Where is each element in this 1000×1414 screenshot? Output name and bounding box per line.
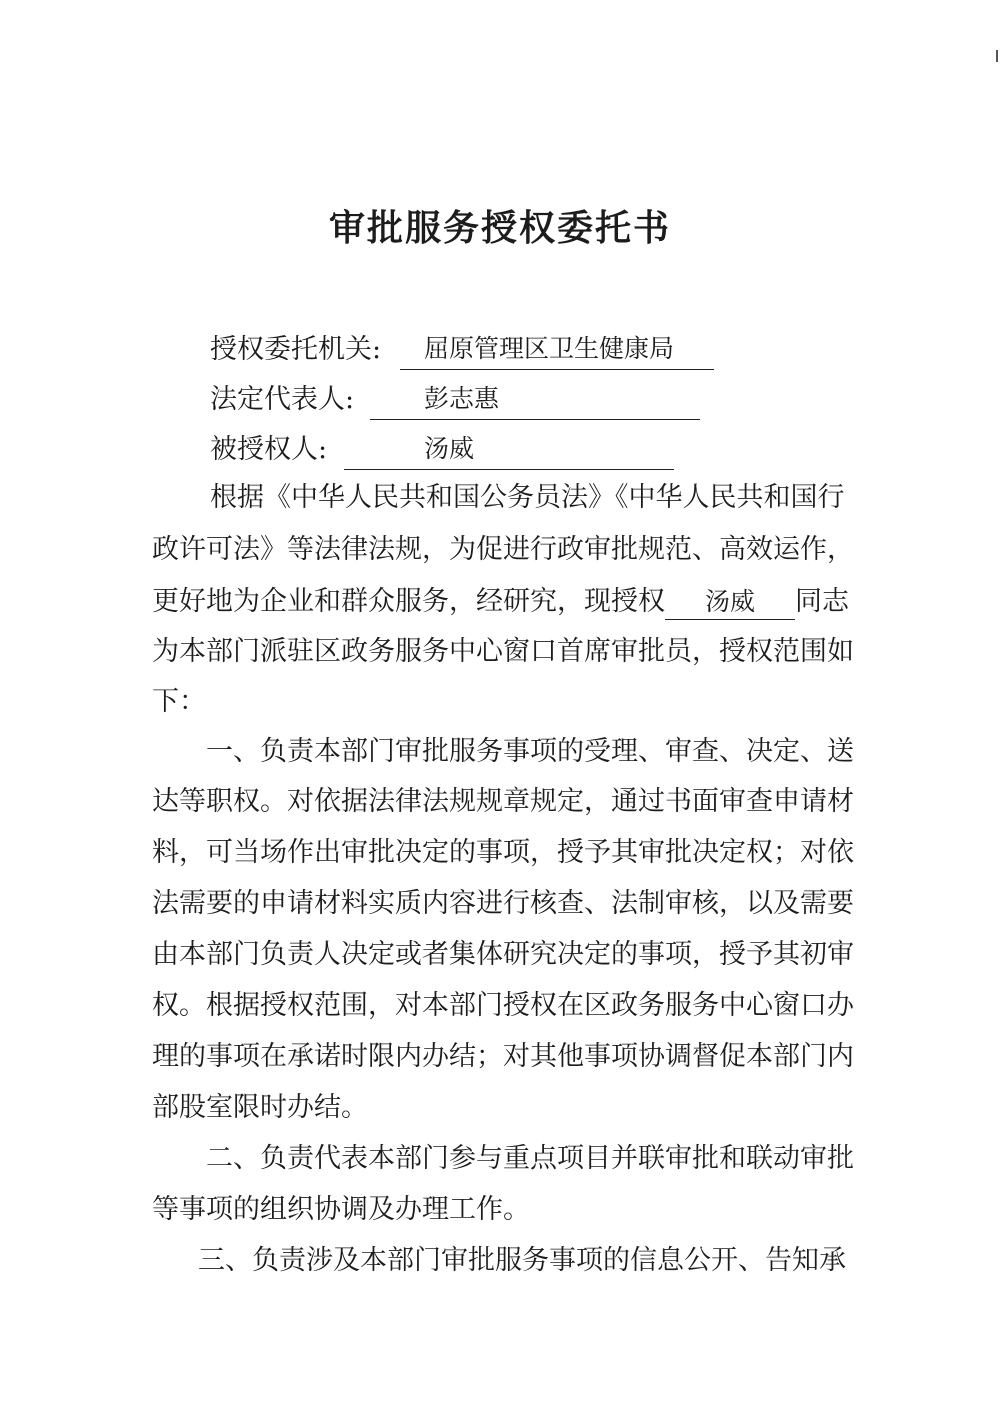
- legal-representative-label: 法定代表人:: [210, 384, 355, 415]
- intro-line-5: 下：: [152, 686, 206, 717]
- grantee-field: [210, 430, 690, 470]
- grantee-name-inline: 汤威: [665, 585, 795, 620]
- intro-line-4: 为本部门派驻区政务服务中心窗口首席审批员，授权范围如: [152, 636, 854, 667]
- intro-line-3: [152, 580, 849, 624]
- document-title: 审批服务授权委托书: [328, 208, 671, 249]
- grantee-label: 被授权人:: [210, 434, 328, 465]
- intro-line-3-suffix: 同志: [795, 586, 849, 617]
- item2-line-2: 等事项的组织协调及办理工作。: [152, 1194, 530, 1225]
- item1-line-5: 由本部门负责人决定或者集体研究决定的事项，授予其初审: [152, 939, 854, 970]
- legal-representative-value: 彭志惠: [370, 380, 700, 420]
- authority-label: 授权委托机关:: [210, 334, 382, 365]
- item1-line-7: 理的事项在承诺时限内办结；对其他事项协调督促本部门内: [152, 1041, 854, 1072]
- authority-field: [210, 330, 730, 370]
- item1-line-4: 法需要的申请材料实质内容进行核查、法制审核，以及需要: [152, 888, 854, 919]
- intro-line-3-text: 更好地为企业和群众服务，经研究，现授权: [152, 586, 665, 617]
- item1-line-6: 权。根据授权范围，对本部门授权在区政务服务中心窗口办: [152, 990, 854, 1021]
- item1-line-2: 达等职权。对依据法律法规规章规定，通过书面审查申请材: [152, 786, 854, 817]
- grantee-value: 汤威: [344, 430, 674, 470]
- item1-line-3: 料，可当场作出审批决定的事项，授予其审批决定权；对依: [152, 837, 854, 868]
- item3-line-1: 三、负责涉及本部门审批服务事项的信息公开、告知承: [198, 1245, 846, 1276]
- authority-value: 屈原管理区卫生健康局: [400, 330, 714, 370]
- scan-edge-mark: [996, 50, 998, 62]
- item1-line-1: 一、负责本部门审批服务事项的受理、审查、决定、送: [206, 736, 854, 767]
- item1-line-8: 部股室限时办结。: [152, 1092, 368, 1123]
- item2-line-1: 二、负责代表本部门参与重点项目并联审批和联动审批: [206, 1143, 854, 1174]
- intro-line-1: 根据《中华人民共和国公务员法》《中华人民共和国行: [210, 482, 845, 513]
- legal-representative-field: [210, 380, 710, 420]
- intro-line-2: 政许可法》等法律法规，为促进行政审批规范、高效运作，: [152, 534, 854, 565]
